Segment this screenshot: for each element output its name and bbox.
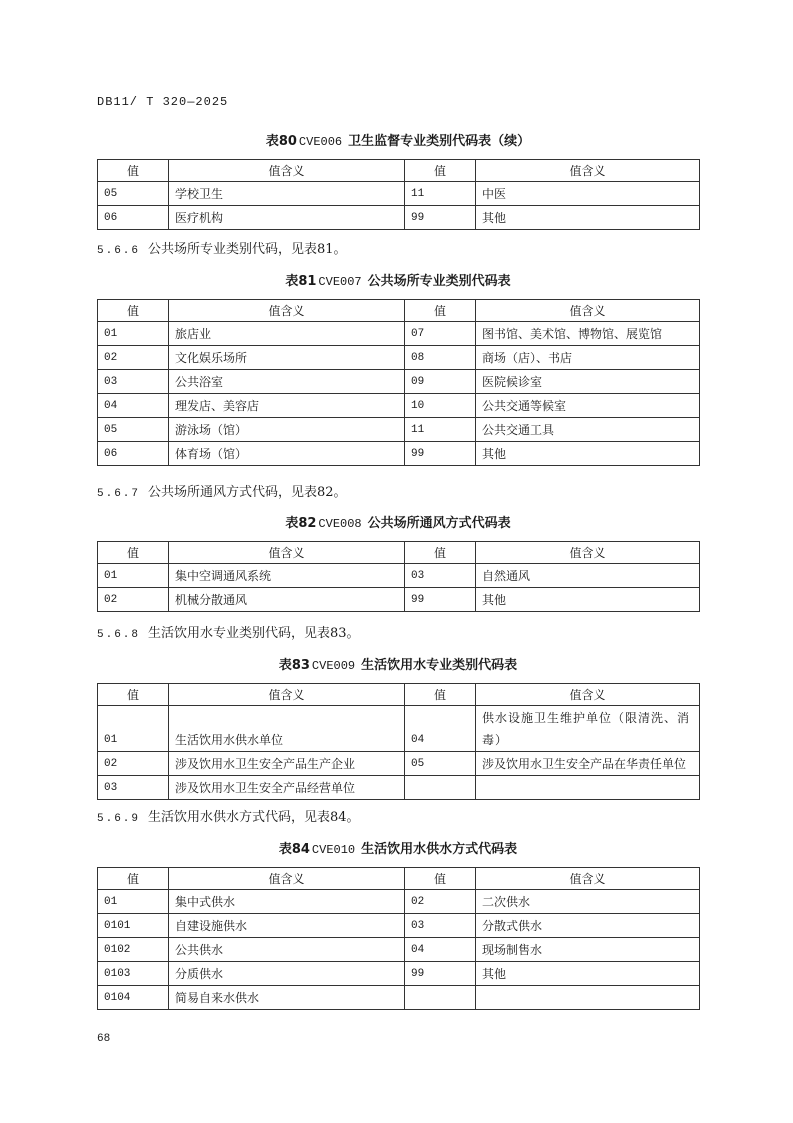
cell-code: 10: [405, 394, 476, 418]
table-row: [98, 394, 700, 418]
table-row: [98, 588, 700, 612]
cell-code: 11: [405, 418, 476, 442]
header-meaning: 值含义: [476, 300, 700, 322]
header-meaning: 值含义: [476, 868, 700, 890]
header-value: 值: [405, 300, 476, 322]
table-header-row: [98, 542, 700, 564]
cell-code: 0103: [98, 962, 169, 986]
cell-code: 08: [405, 346, 476, 370]
cell-meaning: 自然通风: [476, 564, 700, 588]
header-value: 值: [405, 868, 476, 890]
cell-meaning: 其他: [476, 206, 700, 230]
table-row: [98, 182, 700, 206]
cell-meaning: 分质供水: [169, 962, 405, 986]
header-meaning: 值含义: [169, 684, 405, 706]
header-value: 值: [98, 868, 169, 890]
cell-code: 04: [98, 394, 169, 418]
header-value: 值: [98, 684, 169, 706]
cell-meaning: [476, 986, 700, 1010]
section-heading: 5.6.7 公共场所通风方式代码，见表82。: [97, 485, 347, 500]
table-row: [98, 564, 700, 588]
header-meaning: 值含义: [169, 160, 405, 182]
cell-code: 03: [98, 370, 169, 394]
cell-code: 01: [98, 890, 169, 914]
table-row: [98, 776, 700, 800]
header-value: 值: [98, 300, 169, 322]
cell-meaning: 机械分散通风: [169, 588, 405, 612]
code-table-82: [97, 541, 700, 612]
cell-code: 05: [405, 752, 476, 776]
table-caption: 表83 CVE009 生活饮用水专业类别代码表: [278, 658, 518, 673]
cell-meaning: 公共浴室: [169, 370, 405, 394]
table-caption: 表81 CVE007 公共场所专业类别代码表: [285, 274, 511, 289]
header-meaning: 值含义: [476, 542, 700, 564]
cell-meaning: 简易自来水供水: [169, 986, 405, 1010]
cell-code: 02: [98, 588, 169, 612]
cell-code: 04: [405, 706, 476, 752]
table-row: [98, 938, 700, 962]
header-value: 值: [98, 542, 169, 564]
table-row: [98, 322, 700, 346]
cell-code: 01: [98, 322, 169, 346]
code-table-83: [97, 683, 700, 800]
table-header-row: [98, 300, 700, 322]
table-caption: 表84 CVE010 生活饮用水供水方式代码表: [278, 842, 518, 857]
cell-code: 99: [405, 206, 476, 230]
table-row: [98, 206, 700, 230]
cell-code: 06: [98, 442, 169, 466]
cell-meaning: 其他: [476, 442, 700, 466]
cell-meaning: 分散式供水: [476, 914, 700, 938]
cell-meaning: 涉及饮用水卫生安全产品在华责任单位: [476, 752, 700, 776]
cell-code: 0102: [98, 938, 169, 962]
cell-meaning: 图书馆、美术馆、博物馆、展览馆: [476, 322, 700, 346]
cell-code: 05: [98, 182, 169, 206]
cell-meaning: 集中式供水: [169, 890, 405, 914]
cell-code: 01: [98, 706, 169, 752]
header-meaning: 值含义: [476, 684, 700, 706]
table-row: [98, 986, 700, 1010]
cell-meaning: 医院候诊室: [476, 370, 700, 394]
table-row: [98, 706, 700, 752]
cell-code: [405, 986, 476, 1010]
cell-code: 03: [405, 914, 476, 938]
cell-meaning: 其他: [476, 962, 700, 986]
cell-meaning: 商场（店）、书店: [476, 346, 700, 370]
cell-meaning: 涉及饮用水卫生安全产品经营单位: [169, 776, 405, 800]
table-row: [98, 890, 700, 914]
cell-code: 99: [405, 442, 476, 466]
section-heading: 5.6.8 生活饮用水专业类别代码，见表83。: [97, 626, 360, 641]
section-heading: 5.6.9 生活饮用水供水方式代码，见表84。: [97, 810, 360, 825]
cell-code: 99: [405, 588, 476, 612]
cell-meaning: 体育场（馆）: [169, 442, 405, 466]
cell-meaning: 生活饮用水供水单位: [169, 706, 405, 752]
cell-meaning: 医疗机构: [169, 206, 405, 230]
cell-code: [405, 776, 476, 800]
cell-meaning: 公共供水: [169, 938, 405, 962]
cell-code: 02: [405, 890, 476, 914]
cell-meaning: 现场制售水: [476, 938, 700, 962]
cell-code: 09: [405, 370, 476, 394]
cell-code: 06: [98, 206, 169, 230]
code-table-81: [97, 299, 700, 466]
table-caption: 表82 CVE008 公共场所通风方式代码表: [285, 516, 511, 531]
table-row: [98, 752, 700, 776]
header-meaning: 值含义: [169, 542, 405, 564]
table-row: [98, 442, 700, 466]
cell-meaning: 其他: [476, 588, 700, 612]
code-table-84: [97, 867, 700, 1010]
table-caption: 表80 CVE006 卫生监督专业类别代码表（续）: [265, 134, 531, 149]
cell-code: 99: [405, 962, 476, 986]
cell-code: 07: [405, 322, 476, 346]
cell-code: 03: [98, 776, 169, 800]
cell-code: 02: [98, 752, 169, 776]
table-row: [98, 370, 700, 394]
table-header-row: [98, 160, 700, 182]
table-row: [98, 914, 700, 938]
cell-meaning: 公共交通等候室: [476, 394, 700, 418]
header-value: 值: [405, 684, 476, 706]
cell-code: 11: [405, 182, 476, 206]
cell-meaning: 集中空调通风系统: [169, 564, 405, 588]
table-header-row: [98, 684, 700, 706]
cell-code: 0101: [98, 914, 169, 938]
cell-meaning: 二次供水: [476, 890, 700, 914]
cell-meaning: [476, 776, 700, 800]
header-value: 值: [405, 542, 476, 564]
cell-meaning: 中医: [476, 182, 700, 206]
cell-code: 01: [98, 564, 169, 588]
cell-meaning: 供水设施卫生维护单位（限清洗、消毒）: [476, 706, 700, 752]
header-value: 值: [98, 160, 169, 182]
header-value: 值: [405, 160, 476, 182]
standard-code: DB11/ T 320—2025: [97, 95, 229, 109]
page-number: 68: [97, 1033, 111, 1045]
header-meaning: 值含义: [169, 300, 405, 322]
cell-code: 0104: [98, 986, 169, 1010]
header-meaning: 值含义: [169, 868, 405, 890]
section-heading: 5.6.6 公共场所专业类别代码，见表81。: [97, 242, 347, 257]
cell-code: 03: [405, 564, 476, 588]
cell-meaning: 文化娱乐场所: [169, 346, 405, 370]
table-header-row: [98, 868, 700, 890]
table-row: [98, 418, 700, 442]
cell-meaning: 旅店业: [169, 322, 405, 346]
cell-meaning: 公共交通工具: [476, 418, 700, 442]
cell-code: 05: [98, 418, 169, 442]
code-table-80: [97, 159, 700, 230]
table-row: [98, 962, 700, 986]
table-row: [98, 346, 700, 370]
cell-meaning: 涉及饮用水卫生安全产品生产企业: [169, 752, 405, 776]
cell-meaning: 游泳场（馆）: [169, 418, 405, 442]
cell-code: 04: [405, 938, 476, 962]
cell-meaning: 理发店、美容店: [169, 394, 405, 418]
cell-meaning: 学校卫生: [169, 182, 405, 206]
cell-meaning: 自建设施供水: [169, 914, 405, 938]
cell-code: 02: [98, 346, 169, 370]
header-meaning: 值含义: [476, 160, 700, 182]
